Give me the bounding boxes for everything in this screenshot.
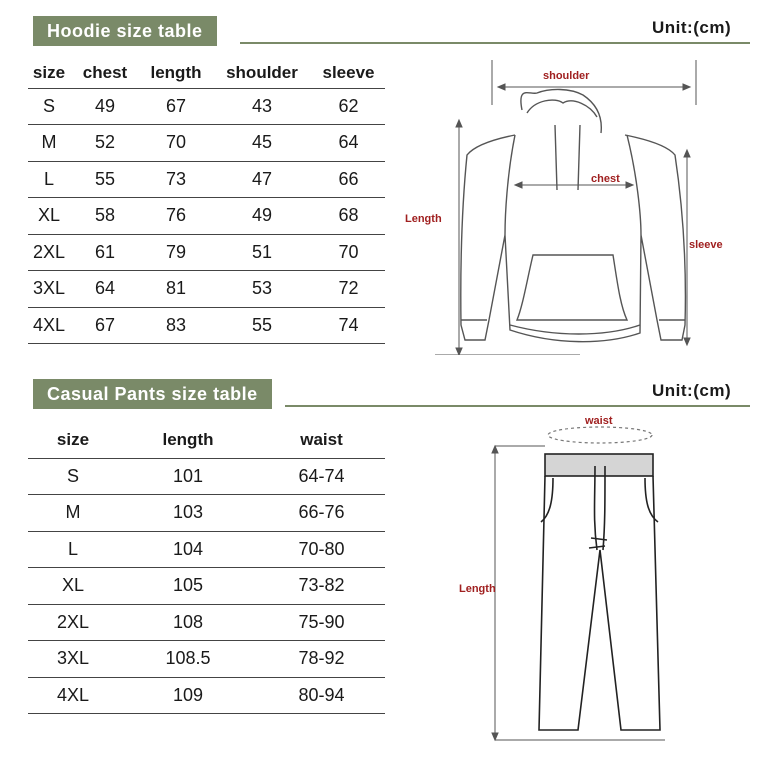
value-cell: 66: [312, 161, 385, 198]
value-cell: 47: [212, 161, 312, 198]
value-cell: 49: [70, 88, 140, 125]
size-cell: XL: [28, 568, 118, 605]
value-cell: 70: [312, 234, 385, 271]
label-length: Length: [405, 213, 442, 225]
value-cell: 67: [70, 307, 140, 344]
pants-unit: Unit:(cm): [652, 381, 732, 400]
size-cell: S: [28, 88, 70, 125]
value-cell: 64-74: [258, 458, 385, 495]
value-cell: 109: [118, 677, 258, 714]
value-cell: 62: [312, 88, 385, 125]
size-cell: 4XL: [28, 677, 118, 714]
size-cell: 3XL: [28, 271, 70, 308]
hoodie-table-row: [28, 234, 385, 271]
size-cell: 2XL: [28, 234, 70, 271]
hoodie-title-rule: [240, 42, 750, 44]
pants-table-row: [28, 677, 385, 714]
size-cell: 4XL: [28, 307, 70, 344]
value-cell: 75-90: [258, 604, 385, 641]
size-cell: 2XL: [28, 604, 118, 641]
value-cell: 79: [140, 234, 212, 271]
size-cell: L: [28, 161, 70, 198]
column-header: shoulder: [226, 62, 298, 82]
hoodie-section: [0, 0, 778, 360]
size-cell: S: [28, 458, 118, 495]
value-cell: 66-76: [258, 495, 385, 532]
value-cell: 45: [212, 125, 312, 162]
value-cell: 52: [70, 125, 140, 162]
hoodie-unit: Unit:(cm): [652, 18, 732, 37]
value-cell: 49: [212, 198, 312, 235]
value-cell: 73: [140, 161, 212, 198]
value-cell: 55: [70, 161, 140, 198]
value-cell: 103: [118, 495, 258, 532]
label-chest: chest: [591, 173, 620, 185]
column-header: size: [32, 62, 66, 82]
label-shoulder: shoulder: [543, 70, 590, 82]
hoodie-table-row: [28, 161, 385, 198]
value-cell: 55: [212, 307, 312, 344]
value-cell: 61: [70, 234, 140, 271]
value-cell: 43: [212, 88, 312, 125]
value-cell: 105: [118, 568, 258, 605]
value-cell: 72: [312, 271, 385, 308]
hoodie-header-row: [28, 58, 385, 88]
column-header: size: [56, 429, 90, 449]
value-cell: 67: [140, 88, 212, 125]
hoodie-table-row: [28, 271, 385, 308]
pants-diagram: [455, 410, 715, 780]
size-cell: XL: [28, 198, 70, 235]
column-header: chest: [82, 62, 128, 82]
size-cell: M: [28, 495, 118, 532]
value-cell: 78-92: [258, 641, 385, 678]
value-cell: 83: [140, 307, 212, 344]
column-header: length: [150, 62, 202, 82]
size-cell: L: [28, 531, 118, 568]
pants-title-rule: [285, 405, 750, 407]
pants-header-row: [28, 422, 385, 458]
hoodie-size-table: [28, 58, 385, 344]
pants-table-row: [28, 495, 385, 532]
value-cell: 74: [312, 307, 385, 344]
pants-title: Casual Pants size table: [33, 379, 272, 409]
pants-size-table: [28, 422, 385, 714]
hoodie-table-row: [28, 198, 385, 235]
value-cell: 108.5: [118, 641, 258, 678]
value-cell: 101: [118, 458, 258, 495]
pants-table-row: [28, 568, 385, 605]
value-cell: 104: [118, 531, 258, 568]
pants-table-row: [28, 458, 385, 495]
hoodie-title: Hoodie size table: [33, 16, 217, 46]
pants-table-row: [28, 604, 385, 641]
column-header: sleeve: [322, 62, 375, 82]
value-cell: 70-80: [258, 531, 385, 568]
value-cell: 80-94: [258, 677, 385, 714]
hoodie-table-row: [28, 125, 385, 162]
pants-table-row: [28, 641, 385, 678]
hoodie-diagram: [405, 55, 745, 355]
value-cell: 53: [212, 271, 312, 308]
label-sleeve: sleeve: [689, 239, 723, 251]
size-cell: 3XL: [28, 641, 118, 678]
hoodie-table-row: [28, 88, 385, 125]
value-cell: 51: [212, 234, 312, 271]
value-cell: 58: [70, 198, 140, 235]
value-cell: 68: [312, 198, 385, 235]
label-length: Length: [459, 583, 496, 595]
value-cell: 73-82: [258, 568, 385, 605]
hoodie-table-row: [28, 307, 385, 344]
value-cell: 64: [70, 271, 140, 308]
value-cell: 81: [140, 271, 212, 308]
value-cell: 76: [140, 198, 212, 235]
column-header: length: [162, 429, 214, 449]
label-waist: waist: [585, 415, 613, 427]
value-cell: 70: [140, 125, 212, 162]
pants-table-row: [28, 531, 385, 568]
column-header: waist: [300, 429, 343, 449]
size-cell: M: [28, 125, 70, 162]
value-cell: 64: [312, 125, 385, 162]
pants-section: [0, 370, 778, 746]
value-cell: 108: [118, 604, 258, 641]
